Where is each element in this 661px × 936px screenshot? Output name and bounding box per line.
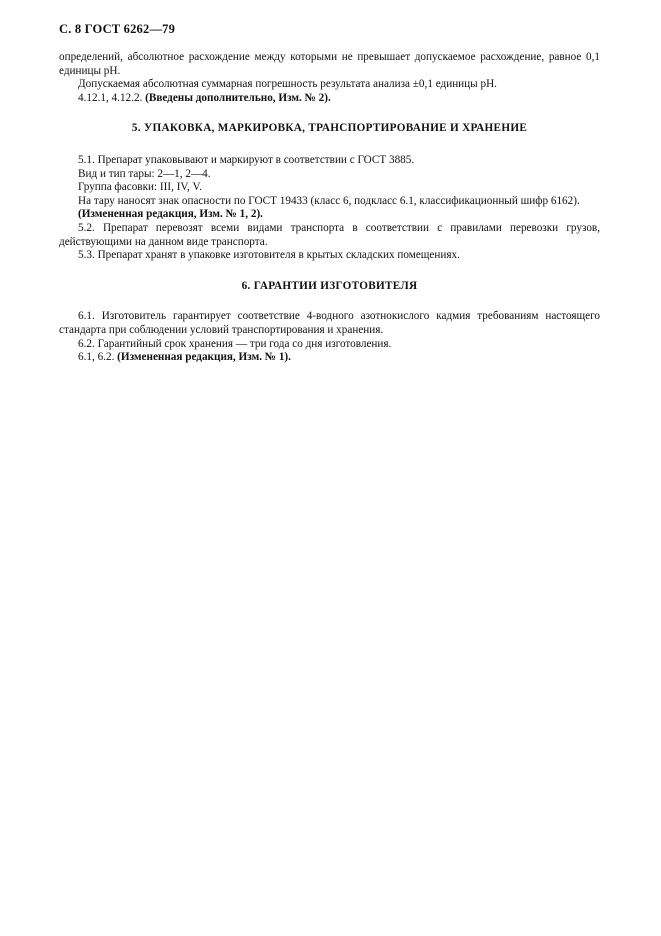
amendment-note: (Измененная редакция, Изм. № 1).	[117, 351, 291, 364]
clause-reference: 6.1, 6.2.	[78, 351, 115, 364]
paragraph-6-1: 6.1. Изготовитель гарантирует соответствие 4-водного азотнокислого кадмия требованиям настоящего стандарта при соблюдении условий транспортирования и хранения.	[59, 310, 600, 336]
paragraph-packing-group: Группа фасовки: III, IV, V.	[78, 181, 202, 194]
amendment-note: (Введены дополнительно, Изм. № 2).	[145, 91, 331, 104]
amendment-note-5: (Измененная редакция, Изм. № 1, 2).	[78, 208, 263, 221]
page-header: С. 8 ГОСТ 6262—79	[59, 22, 176, 36]
paragraph-hazard-sign: На тару наносят знак опасности по ГОСТ 19433 (класс 6, подкласс 6.1, классификационный шифр 6162).	[78, 194, 580, 207]
document-body	[59, 51, 600, 365]
paragraph-5-2: 5.2. Препарат перевозят всеми видами транспорта в соответствии с правилами перевозки грузов, действующими на данном виде транспорта.	[59, 221, 600, 248]
paragraph-container-type: Вид и тип тары: 2—1, 2—4.	[78, 167, 211, 180]
paragraph-5-3: 5.3. Препарат хранят в упаковке изготовителя в крытых складских помещениях.	[78, 249, 460, 262]
section-5-title: 5. УПАКОВКА, МАРКИРОВКА, ТРАНСПОРТИРОВАНИЕ И ХРАНЕНИЕ	[131, 122, 528, 135]
section-6-title: 6. ГАРАНТИИ ИЗГОТОВИТЕЛЯ	[241, 279, 418, 292]
paragraph-amendment-4-12	[59, 92, 600, 106]
paragraph-5-1: 5.1. Препарат упаковывают и маркируют в соответствии с ГОСТ 3885.	[78, 153, 415, 166]
paragraph-error: Допускаемая абсолютная суммарная погрешность результата анализа ±0,1 единицы pH.	[78, 78, 497, 91]
clause-reference: 4.12.1, 4.12.2.	[78, 91, 143, 104]
paragraph-amendment-6	[59, 351, 600, 365]
paragraph-6-2: 6.2. Гарантийный срок хранения — три года со дня изготовления.	[78, 337, 392, 350]
paragraph-continuation: определений, абсолютное расхождение между которыми не превышает допускаемое расхождение, равное 0,1 единицы pH.	[59, 51, 600, 77]
